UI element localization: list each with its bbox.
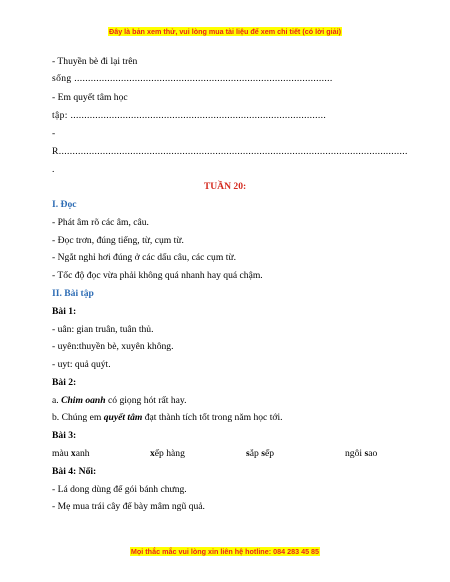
exercise-title: Bài 4: Nối:: [52, 466, 97, 477]
answer-line-a: a. Chim oanh có giọng hót rất hay.: [52, 395, 187, 406]
word-row: [0, 448, 450, 460]
answer-line-b: b. Chúng em quyết tâm đạt thành tích tốt trong năm học tới.: [52, 412, 283, 423]
list-item: - Lá dong dùng để gói bánh chưng.: [52, 484, 187, 495]
list-item: - uân: gian truân, tuân thủ.: [52, 324, 154, 335]
answer-emphasis: Chim oanh: [61, 395, 106, 406]
item-dash: -: [52, 128, 56, 139]
fill-line: R...............................................................................................................................: [52, 146, 408, 157]
section-heading-exercise: II. Bài tập: [52, 288, 94, 299]
list-item: - Phát âm rõ các âm, câu.: [52, 217, 149, 228]
item-line: - Em quyết tâm học: [52, 92, 128, 103]
section-heading-read: I. Đọc: [52, 199, 77, 210]
word-item: sắp sếp: [246, 448, 274, 459]
preview-notice-banner: [0, 27, 450, 36]
exercise-title: Bài 1:: [52, 306, 77, 317]
hotline-notice-banner: [0, 547, 450, 556]
preview-notice-text: Đây là bản xem thử, vui lòng mua tài liệu để xem chi tiết (có lời giải): [109, 27, 341, 36]
fill-line: tập: .............................................................................................: [52, 110, 327, 121]
word-item: xếp hàng: [150, 448, 185, 459]
item-line: - Thuyền bè đi lại trên: [52, 56, 138, 67]
word-item: màu xanh: [52, 448, 90, 459]
list-item: - Ngắt nghỉ hơi đúng ở các dấu câu, các cụm từ.: [52, 252, 236, 263]
exercise-title: Bài 2:: [52, 377, 77, 388]
exercise-title: Bài 3:: [52, 430, 77, 441]
list-item: - Đọc trơn, đúng tiếng, từ, cụm từ.: [52, 235, 184, 246]
list-item: - uyt: quả quýt.: [52, 359, 111, 370]
word-item: ngôi sao: [345, 448, 378, 459]
list-item: - uyên:thuyền bè, xuyên không.: [52, 341, 174, 352]
answer-emphasis: quyết tâm: [103, 412, 143, 423]
hotline-notice-text: Mọi thắc mắc vui lòng xin liên hệ hotline: 084 283 45 85: [130, 547, 320, 556]
fill-line: sống ..............................................................................................: [52, 73, 333, 84]
item-end: .: [52, 164, 55, 175]
week-title: TUẦN 20:: [203, 181, 247, 192]
list-item: - Tốc độ đọc vừa phải không quá nhanh hay quá chậm.: [52, 270, 263, 281]
list-item: - Mẹ mua trái cây để bày mâm ngũ quả.: [52, 501, 205, 512]
